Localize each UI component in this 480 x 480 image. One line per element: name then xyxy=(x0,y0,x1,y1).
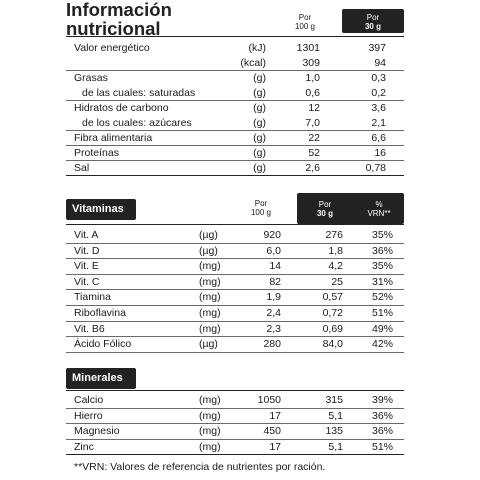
nutrient-unit: (g) xyxy=(253,162,266,174)
footnote: **VRN: Valores de referencia de nutrientes por ración. xyxy=(74,461,326,473)
nutrient-per-30g: 0,2 xyxy=(371,87,386,99)
vitamin-vrn: 51% xyxy=(371,307,393,319)
nutrient-unit: (g) xyxy=(253,147,266,159)
nutrient-per-100g: 52 xyxy=(308,147,320,159)
mineral-vrn: 36% xyxy=(371,409,393,422)
divider xyxy=(66,390,404,391)
vitamin-unit: (mg) xyxy=(199,307,221,319)
row-divider xyxy=(66,439,404,440)
row-divider xyxy=(66,70,404,71)
row-divider xyxy=(66,243,404,244)
divider xyxy=(66,224,404,225)
row-divider xyxy=(66,352,404,353)
vitamin-per-30g: 276 xyxy=(325,229,343,241)
nutrient-per-100g: 309 xyxy=(302,57,320,69)
nutrient-per-100g: 7,0 xyxy=(305,117,320,129)
nutrient-per-100g: 12 xyxy=(308,102,320,114)
vitamin-vrn: 36% xyxy=(371,244,393,257)
vitamin-unit: (µg) xyxy=(199,244,218,257)
vitamin-name: Vit. C xyxy=(74,275,100,288)
nutrient-unit: (kJ) xyxy=(248,42,266,54)
mineral-vrn: 36% xyxy=(371,425,393,438)
vitamin-per-30g: 84,0 xyxy=(322,338,343,351)
nutrient-unit: (g) xyxy=(253,72,266,84)
row-divider xyxy=(66,454,404,455)
vitamin-per-100g: 920 xyxy=(263,229,281,241)
vitamin-unit: (mg) xyxy=(199,260,221,273)
mineral-name: Hierro xyxy=(74,409,103,422)
nutrient-per-30g: 16 xyxy=(374,147,386,159)
mineral-per-30g: 315 xyxy=(325,394,343,406)
title-line-1: Información xyxy=(66,0,172,20)
nutrient-unit: (kcal) xyxy=(240,57,266,69)
nutrient-per-30g: 3,6 xyxy=(371,102,386,114)
nutrient-name: de los cuales: azúcares xyxy=(82,117,192,129)
mineral-per-30g: 5,1 xyxy=(328,440,343,453)
mineral-unit: (mg) xyxy=(199,394,221,406)
vitamin-per-30g: 1,8 xyxy=(328,244,343,257)
nutrient-unit: (g) xyxy=(253,87,266,99)
vitamin-name: Ácido Fólico xyxy=(74,338,132,351)
vitamin-name: Tiamina xyxy=(74,291,111,304)
nutrient-name: Sal xyxy=(74,162,90,174)
row-divider xyxy=(66,274,404,275)
vitamin-unit: (mg) xyxy=(199,275,221,288)
vitamin-per-100g: 2,3 xyxy=(266,322,281,335)
nutrient-per-30g: 94 xyxy=(374,57,386,69)
row-divider xyxy=(66,130,404,131)
nutrient-per-30g: 0,3 xyxy=(371,72,386,84)
title-line-2: nutricional xyxy=(66,18,161,39)
vitamin-per-100g: 82 xyxy=(269,275,281,288)
nutrient-per-30g: 2,1 xyxy=(371,117,386,129)
row-divider xyxy=(66,408,404,409)
nutrient-per-100g: 1,0 xyxy=(305,72,320,84)
mineral-vrn: 51% xyxy=(371,440,393,453)
vitamin-vrn: 42% xyxy=(371,338,393,351)
divider xyxy=(66,36,404,37)
vitamins-label: Vitaminas xyxy=(66,199,136,220)
mineral-name: Calcio xyxy=(74,394,104,406)
vitamin-per-100g: 280 xyxy=(263,338,281,351)
vitamin-vrn: 31% xyxy=(371,275,393,288)
vitamin-per-30g: 0,72 xyxy=(322,307,343,319)
nutrient-name: Grasas xyxy=(74,72,108,84)
nutrient-per-100g: 22 xyxy=(308,132,320,144)
vitamin-unit: (mg) xyxy=(199,291,221,304)
mineral-unit: (mg) xyxy=(199,440,221,453)
nutrient-per-100g: 1301 xyxy=(296,42,320,54)
vitamin-name: Vit. E xyxy=(74,260,99,273)
header-per-100g: Por 100 g xyxy=(294,13,316,31)
vit-header-dark: Por 30 g % VRN** xyxy=(297,193,404,224)
nutrient-per-30g: 397 xyxy=(368,42,386,54)
mineral-per-30g: 5,1 xyxy=(328,409,343,422)
mineral-per-100g: 1050 xyxy=(257,394,281,406)
vitamin-vrn: 49% xyxy=(371,322,393,335)
vitamin-unit: (µg) xyxy=(199,338,218,351)
row-divider xyxy=(66,175,404,176)
vitamin-name: Vit. B6 xyxy=(74,322,105,335)
vitamin-vrn: 35% xyxy=(371,260,393,273)
row-divider xyxy=(66,423,404,424)
nutrient-unit: (g) xyxy=(253,117,266,129)
nutrient-name: Hidratos de carbono xyxy=(74,102,169,114)
row-divider xyxy=(66,305,404,306)
header-per-30g: Por 30 g xyxy=(342,9,404,33)
mineral-name: Zinc xyxy=(74,440,94,453)
vitamin-per-100g: 1,9 xyxy=(266,291,281,304)
mineral-per-100g: 450 xyxy=(263,425,281,438)
mineral-unit: (mg) xyxy=(199,409,221,422)
minerals-label: Minerales xyxy=(66,368,136,389)
row-divider xyxy=(66,145,404,146)
nutrient-per-30g: 6,6 xyxy=(371,132,386,144)
row-divider xyxy=(66,160,404,161)
vitamin-name: Vit. D xyxy=(74,244,100,257)
vitamin-per-100g: 6,0 xyxy=(266,244,281,257)
nutrient-name: Fibra alimentaria xyxy=(74,132,153,144)
mineral-per-100g: 17 xyxy=(269,409,281,422)
mineral-per-30g: 135 xyxy=(325,425,343,438)
nutrient-per-30g: 0,78 xyxy=(365,162,386,174)
page-title xyxy=(66,0,172,38)
vitamin-per-30g: 25 xyxy=(331,275,343,288)
vitamin-vrn: 52% xyxy=(371,291,393,304)
vitamin-per-100g: 2,4 xyxy=(266,307,281,319)
mineral-per-100g: 17 xyxy=(269,440,281,453)
row-divider xyxy=(66,321,404,322)
vitamin-unit: (mg) xyxy=(199,322,221,335)
row-divider xyxy=(66,100,404,101)
vitamin-name: Riboflavina xyxy=(74,307,126,319)
nutrient-name: Valor energético xyxy=(74,42,150,54)
nutrient-name: Proteínas xyxy=(74,147,119,159)
nutrient-name: de las cuales: saturadas xyxy=(82,87,196,99)
vitamin-unit: (µg) xyxy=(199,229,218,241)
vit-header-per-100g: Por 100 g xyxy=(250,199,272,217)
nutrient-unit: (g) xyxy=(253,132,266,144)
nutrient-unit: (g) xyxy=(253,102,266,114)
mineral-name: Magnesio xyxy=(74,425,120,438)
nutrient-per-100g: 2,6 xyxy=(305,162,320,174)
vitamin-per-100g: 14 xyxy=(269,260,281,273)
mineral-vrn: 39% xyxy=(371,394,393,406)
vitamin-name: Vit. A xyxy=(74,229,99,241)
vitamin-per-30g: 0,57 xyxy=(322,291,343,304)
vitamin-vrn: 35% xyxy=(371,229,393,241)
vitamin-per-30g: 4,2 xyxy=(328,260,343,273)
row-divider xyxy=(66,258,404,259)
row-divider xyxy=(66,289,404,290)
vitamin-per-30g: 0,69 xyxy=(322,322,343,335)
mineral-unit: (mg) xyxy=(199,425,221,438)
nutrient-per-100g: 0,6 xyxy=(305,87,320,99)
